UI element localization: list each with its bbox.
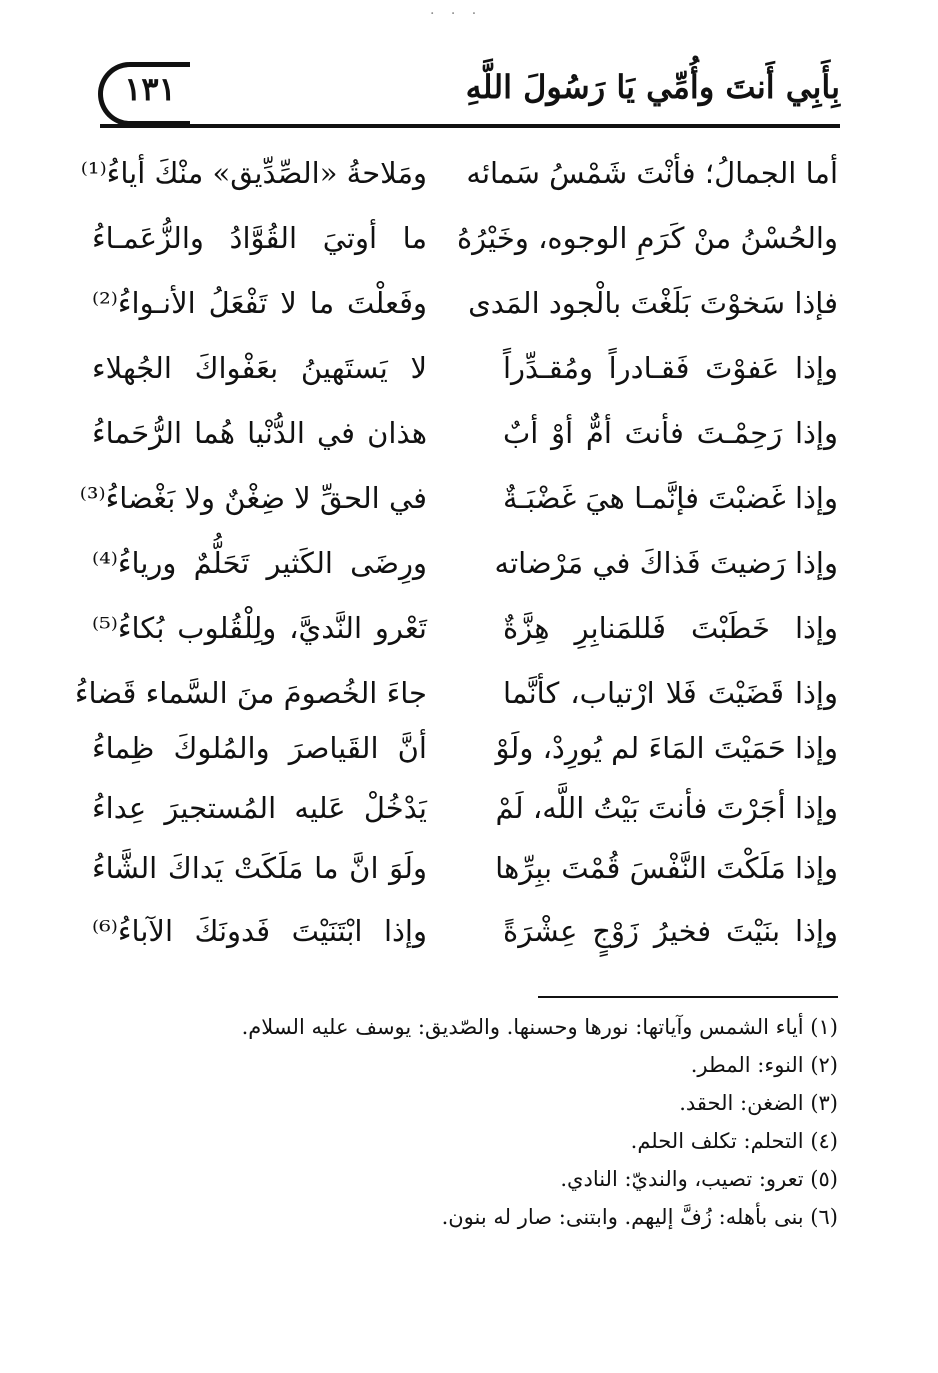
footnote: (٤) التحلم: تكلف الحلم.: [630, 1129, 838, 1153]
verse-first-hemistich: وإذا حَمَيْتَ المَاءَ لم يُورِدْ، ولَوْ: [495, 731, 838, 765]
verse-row: [0, 715, 938, 781]
verse-row: [0, 898, 938, 964]
page-number: ١٣١: [124, 70, 176, 108]
running-header-title: بِأَبِي أَنتَ وأُمِّي يَا رَسُولَ اللَّهِ: [465, 68, 840, 106]
footnote: (٣) الضغن: الحقد.: [679, 1091, 838, 1115]
scan-dots: · · ·: [430, 6, 483, 22]
verse-first-hemistich: وإذا خَطَبْتَ فَللمَنابِرِ هِزَّةٌ: [503, 611, 838, 645]
verse-second-hemistich: ومَلاحةُ «الصِّدِّيق» منْكَ أياءُ⁽¹⁾: [80, 156, 427, 190]
verse-second-hemistich: يَدْخُلْ عَليه المُستجيرَ عِداءُ: [92, 791, 427, 825]
verse-second-hemistich: أنَّ القَياصرَ والمُلوكَ ظِماءُ: [92, 731, 427, 765]
verse-first-hemistich: فإذا سَخوْتَ بَلَغْتَ بالْجود المَدى: [468, 286, 838, 320]
verse-row: [0, 775, 938, 841]
verse-first-hemistich: وإذا بنَيْتَ فخيرُ زَوْجٍ عِشْرَةً: [503, 914, 838, 948]
verse-first-hemistich: وإذا رَضيتَ فَذاكَ في مَرْضاته: [494, 546, 838, 580]
footnote: (٢) النوء: المطر.: [690, 1053, 838, 1077]
verse-second-hemistich: في الحقِّ لا ضِغْنٌ ولا بَغْضاءُ⁽³⁾: [79, 481, 427, 515]
footnote: (٥) تعرو: تصيب، والنديّ: النادي.: [560, 1167, 838, 1191]
verse-second-hemistich: وإذا ابْتَنَيْتَ فَدونَكَ الآباءُ⁽⁶⁾: [92, 914, 427, 948]
verse-second-hemistich: ما أوتيَ القُوَّادُ والزُّعَمـاءُ: [92, 221, 427, 255]
footnotes: [98, 1008, 838, 1236]
verse-second-hemistich: وفَعلْتَ ما لا تَفْعَلُ الأنـواءُ⁽²⁾: [92, 286, 427, 320]
verse-row: [0, 270, 938, 336]
verse-row: [0, 335, 938, 401]
verse-row: [0, 140, 938, 206]
verse-first-hemistich: وإذا رَحِمْـتَ فأنتَ أمٌّ أوْ أبٌ: [503, 416, 838, 450]
verse-row: [0, 400, 938, 466]
footnote: (١) أياء الشمس وآياتها: نورها وحسنها. والصّديق: يوسف عليه السلام.: [241, 1015, 838, 1039]
verse-first-hemistich: والحُسْنُ منْ كَرَمِ الوجوه، وخَيْرُهُ: [456, 221, 838, 255]
verse-first-hemistich: وإذا مَلَكْتَ النَّفْسَ قُمْتَ ببِرِّها: [495, 851, 838, 885]
verse-first-hemistich: أما الجمالُ؛ فأنْتَ شَمْسُ سَمائه: [466, 156, 838, 190]
verse-row: [0, 595, 938, 661]
verse-second-hemistich: لا يَستَهينُ بعَفْواكَ الجُهلاء: [92, 351, 427, 385]
verse-second-hemistich: هذان في الدُّنْيا هُما الرُّحَماءُ: [92, 416, 427, 450]
verse-second-hemistich: ورِضَى الكَثير تَحَلُّمٌ ورياءُ⁽⁴⁾: [92, 546, 427, 580]
verse-row: [0, 205, 938, 271]
verse-second-hemistich: تَعْرو النَّديَّ، ولِلْقُلوب بُكاءُ⁽⁵⁾: [92, 611, 427, 645]
footnote-rule: [538, 996, 838, 998]
verse-second-hemistich: جاءَ الخُصومَ منَ السَّماء قَضاءُ: [74, 676, 427, 710]
verse-first-hemistich: وإذا غَضبْتَ فإنَّمـا هيَ غَضْبَـةٌ: [503, 481, 838, 515]
verse-first-hemistich: وإذا قَضَيْتَ فَلا ارْتياب، كأنَّما: [503, 676, 838, 710]
verse-second-hemistich: ولَوَ انَّ ما مَلَكَتْ يَداكَ الشَّاءُ: [92, 851, 427, 885]
verse-first-hemistich: وإذا عَفوْتَ فَقـادراً ومُقـدِّراً: [503, 351, 838, 385]
verse-row: [0, 465, 938, 531]
verse-row: [0, 530, 938, 596]
verse-row: [0, 835, 938, 901]
footnote: (٦) بنى بأهله: زُفَّ إليهم. وابتنى: صار له بنون.: [441, 1205, 838, 1229]
verse-first-hemistich: وإذا أجَرْتَ فأنتَ بَيْتُ اللَّه، لَمْ: [495, 791, 838, 825]
